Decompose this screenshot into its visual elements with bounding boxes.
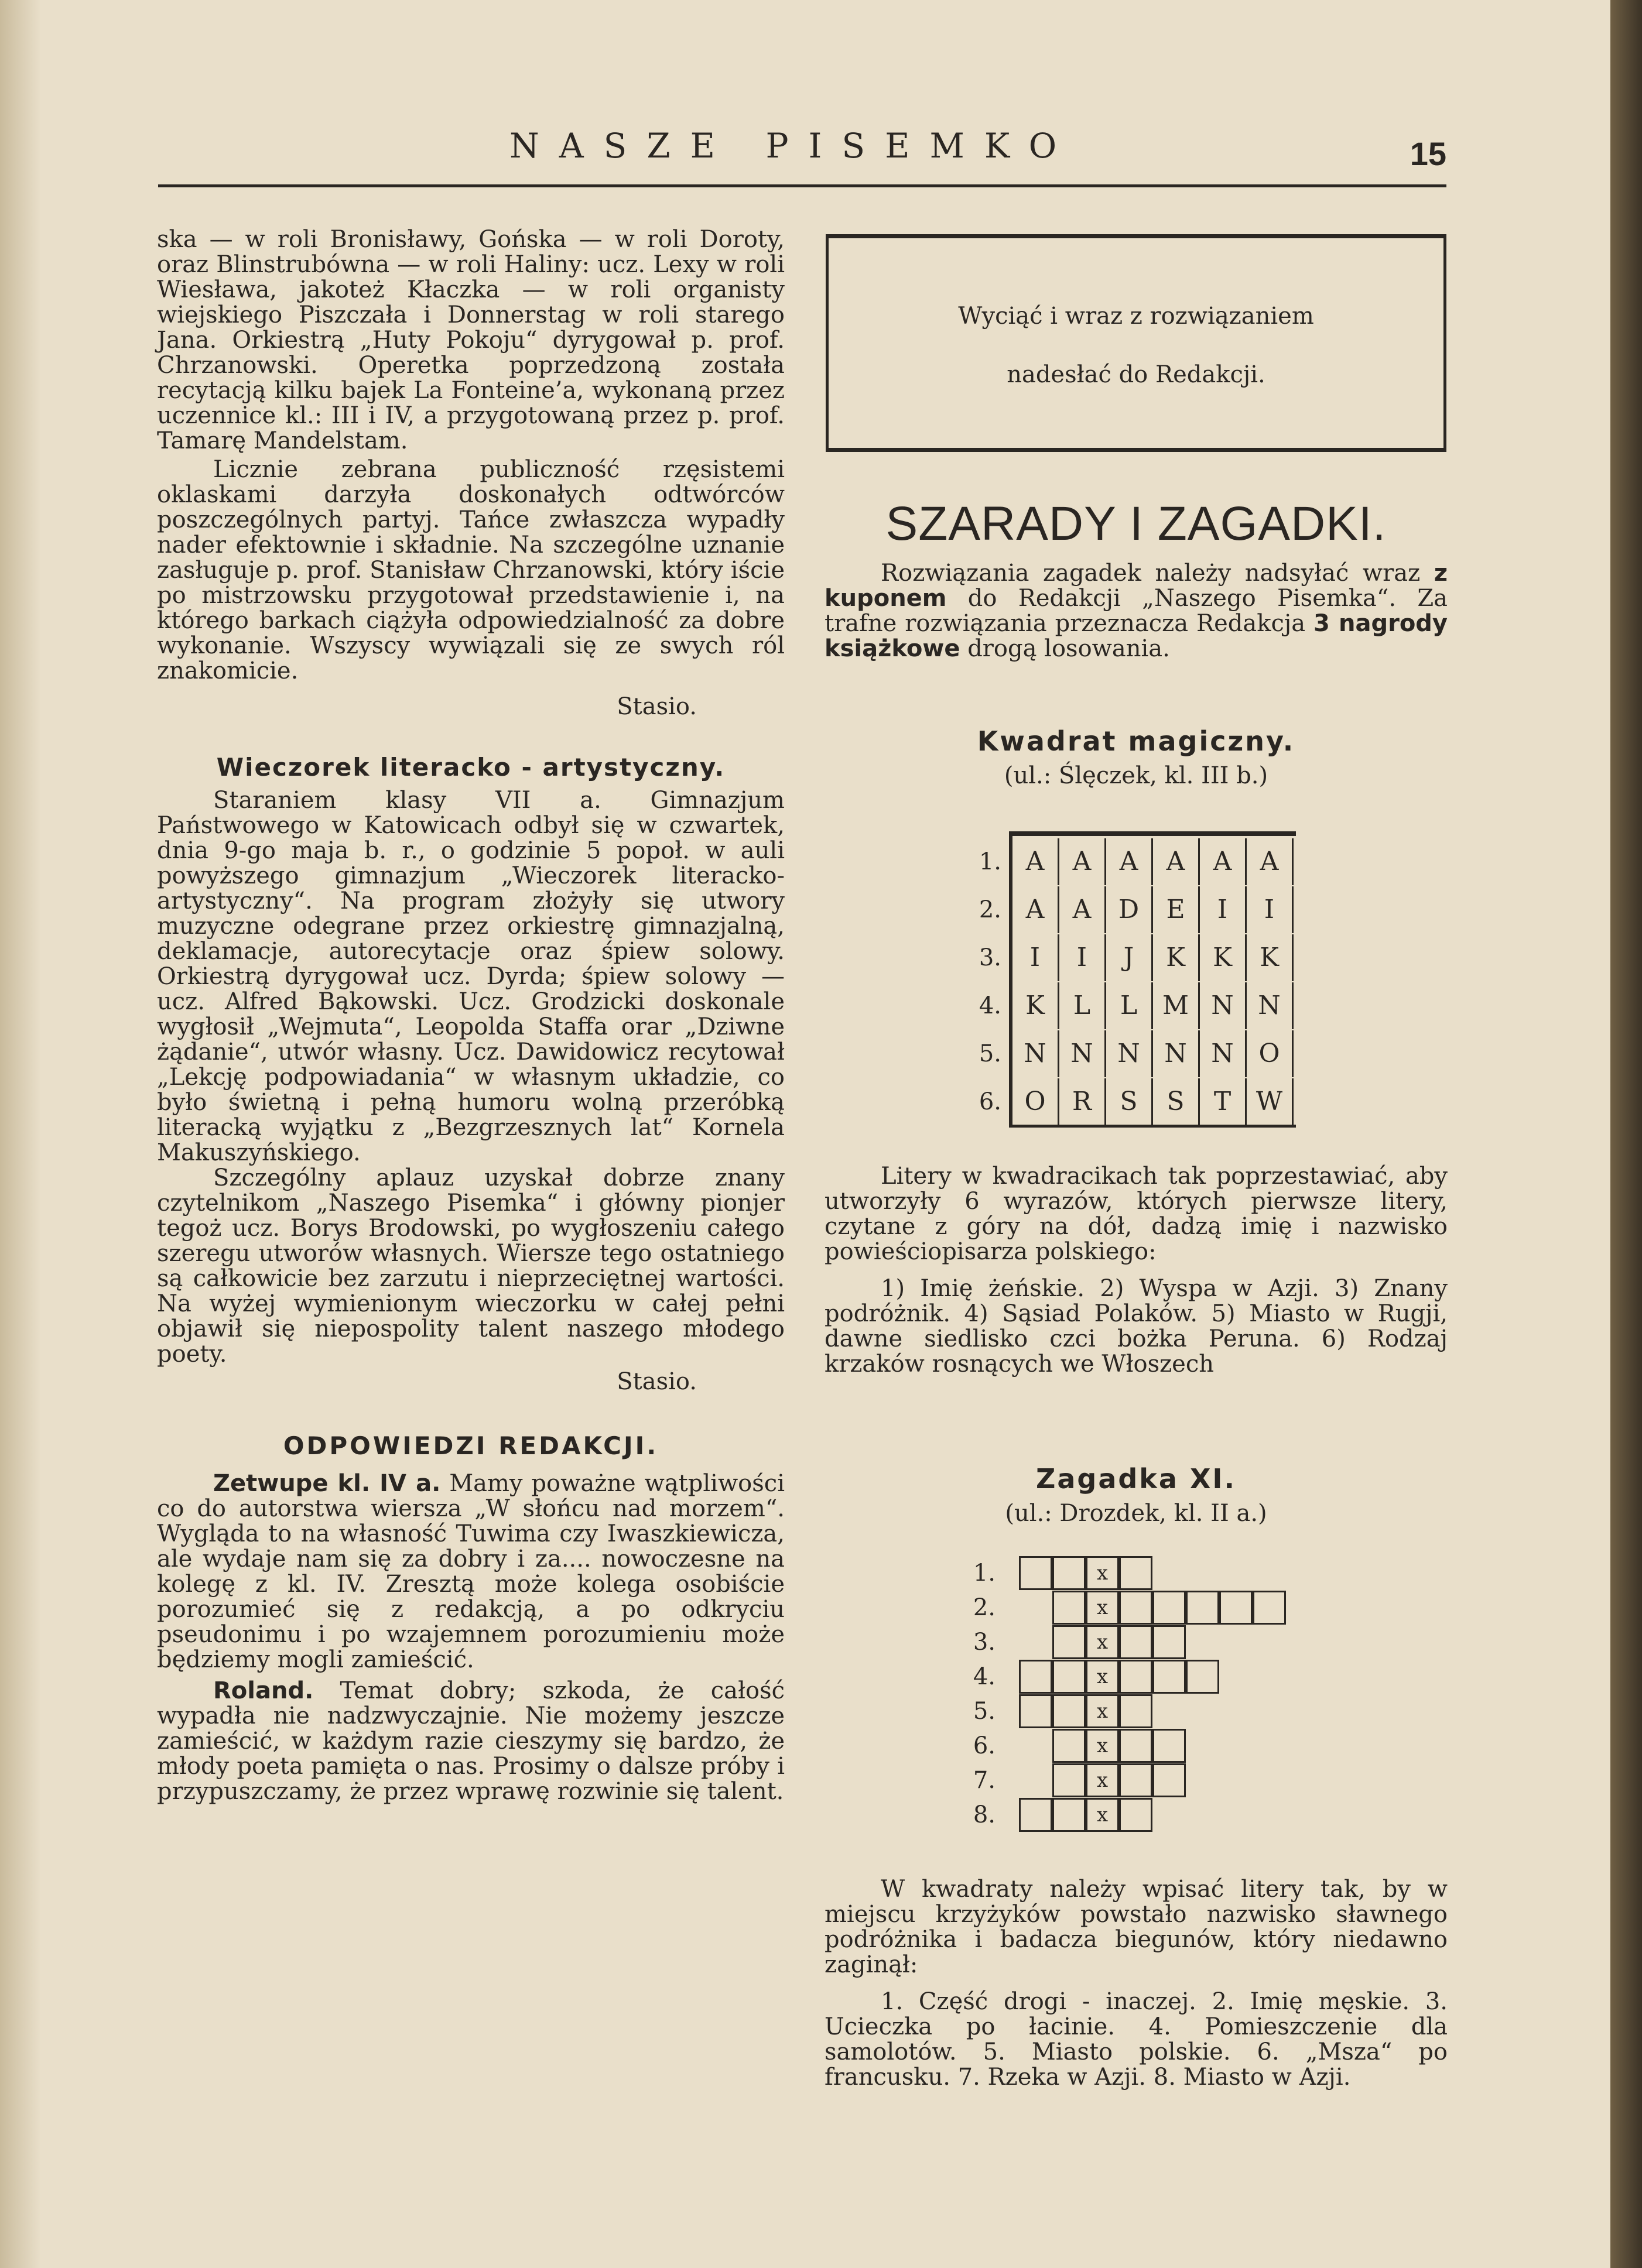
crossword-square (1052, 1556, 1086, 1590)
crossword-square (1152, 1763, 1186, 1797)
row-number: 4. (979, 992, 1001, 1019)
letter-cell: A (1106, 838, 1153, 885)
letter-cell: S (1106, 1078, 1153, 1125)
coupon-box (826, 234, 1446, 452)
reply-text: Temat dobry; szkoda, że całość wypadła nie nadzwyczajnie. Nie możemy jeszcze zamieścić, w każdym razie cieszymy się bardzo, że młody poeta pamięta o nas. Prosimy o dalsze próby i przypuszczamy, że przez wprawę rozwinie się talent. (157, 1677, 785, 1805)
section-heading: Wieczorek literacko - artystyczny. (216, 753, 726, 782)
crossword-square: x (1086, 1660, 1119, 1694)
letter-cell: J (1106, 934, 1153, 981)
crossword-square (1119, 1694, 1152, 1728)
magic-square (960, 831, 1312, 1136)
crossword-square (1152, 1591, 1186, 1625)
letter-cell: A (1200, 838, 1247, 885)
signature: Stasio. (617, 1368, 697, 1395)
letter-cell: N (1247, 982, 1294, 1029)
paragraph (157, 1471, 785, 1673)
crossword-square (1019, 1556, 1052, 1590)
row-number: 1. (979, 848, 1001, 875)
emphasis: z kuponem (825, 560, 1448, 612)
paragraph: Staraniem klasy VII a. Gimnazjum Państwowego w Katowicach odbył się w czwartek, dnia 9-go maja b. r., o godzinie 5 popoł. w auli powyższego gimnazjum „Wieczorek literacko-artystyczny“. Na program złożyły się utwory muzyczne odegrane przez orkiestrę gimnazjalną, deklamacje, autorecytacje oraz śpiew solowy. Orkiestrą dyrygował ucz. Dyrda; śpiew solowy — ucz. Alfred Bąkowski. Ucz. Grodzicki doskonale wygłosił „Wejmuta“, Leopolda Staffa orar „Dziwne żądanie“, utwór własny. Ucz. Dawidowicz recytował „Lekcję podpowiadania“ w własnym układzie, co było świetną i pełną humoru wolną przeróbką literacką wyjątku z „Bezgrzesznych lat“ Kornela Makuszyńskiego. (157, 787, 785, 1166)
crossword-square (1219, 1591, 1253, 1625)
letter-cell: A (1153, 838, 1200, 885)
left-column (157, 227, 785, 1804)
crossword-square (1119, 1763, 1152, 1797)
row-number: 8. (973, 1801, 996, 1828)
letter-cell: S (1153, 1078, 1200, 1125)
pseudonym: Zetwupe kl. IV a. (213, 1470, 441, 1497)
letter-cell: M (1153, 982, 1200, 1029)
crossword-square: x (1086, 1591, 1119, 1625)
letter-cell: R (1059, 1078, 1106, 1125)
row-number: 7. (973, 1767, 996, 1794)
crossword-square (1152, 1660, 1186, 1694)
row-number: 2. (979, 896, 1001, 923)
paragraph: W kwadraty należy wpisać litery tak, by w miejscu krzyżyków powstało nazwisko sławnego podróżnika i badacza biegunów, który niedawno zaginął: (825, 1876, 1448, 1978)
puzzle-author: (ul.: Ślęczek, kl. III b.) (1004, 762, 1268, 789)
letter-cell: N (1200, 1030, 1247, 1077)
letter-cell: D (1106, 886, 1153, 933)
letter-cell: K (1200, 934, 1247, 981)
coupon-line: Wyciąć i wraz z rozwiązaniem (958, 303, 1314, 330)
letter-cell: W (1247, 1078, 1294, 1125)
crossword-square (1052, 1591, 1086, 1625)
crossword-square (1019, 1694, 1052, 1728)
letter-cell: I (1059, 934, 1106, 981)
crossword-square (1119, 1729, 1152, 1763)
crossword-square (1052, 1625, 1086, 1659)
paragraph: ska — w roli Bronisławy, Gońska — w roli Doroty, oraz Blinstrubówna — w roli Haliny: ucz. Lexy w roli Wiesława, jakoteż Kłaczka — w roli organisty wiejskiego Piszczała i Donnerstag w roli starego Jana. Orkiestrą „Huty Pokoju“ dyrygował p. prof. Chrzanowski. Operetka poprzedzoną została recytacją kilku bajek La Fonteine’a, wykonaną przez uczennice kl.: III i IV, a przygotowaną przez p. prof. Tamarę Mandelstam. (157, 226, 785, 454)
crossword-square (1019, 1798, 1052, 1832)
crossword-grid (960, 1556, 1312, 1861)
crossword-square: x (1086, 1625, 1119, 1659)
letter-cell: N (1200, 982, 1247, 1029)
puzzle-author: (ul.: Drozdek, kl. II a.) (1005, 1500, 1267, 1527)
section-title: SZARADY I ZAGADKI. (885, 497, 1387, 550)
coupon-line: nadesłać do Redakcji. (1007, 361, 1265, 388)
row-number: 1. (973, 1560, 996, 1587)
signature: Stasio. (617, 693, 697, 720)
crossword-square (1019, 1660, 1052, 1694)
reply-text: Mamy poważne wątpliwości co do autorstwa wiersza „W słońcu nad morzem“. Wygląda to na własność Tuwima czy Iwaszkiewicza, ale wydaje nam się za dobry i za.... nowoczesne na kolegę z kl. IV. Zresztą może kolega osobiście porozumieć się z redakcją, a po odkryciu pseudonimu i po wzajemnem porozumieniu może będziemy mogli zamieścić. (157, 1470, 785, 1673)
crossword-square (1052, 1729, 1086, 1763)
letter-cell: A (1247, 838, 1294, 885)
crossword-square (1052, 1660, 1086, 1694)
letter-cell: I (1247, 886, 1294, 933)
row-number: 6. (973, 1732, 996, 1759)
crossword-square (1186, 1591, 1219, 1625)
crossword-square (1119, 1625, 1152, 1659)
letter-cell: O (1247, 1030, 1294, 1077)
crossword-square (1052, 1798, 1086, 1832)
paragraph: Litery w kwadracikach tak poprzestawiać, aby utworzyły 6 wyrazów, których pierwsze litery, czytane z góry na dół, dadzą imię i nazwisko powieściopisarza polskiego: (825, 1163, 1448, 1265)
crossword-square (1253, 1591, 1286, 1625)
pseudonym: Roland. (213, 1677, 314, 1704)
row-number: 2. (973, 1594, 996, 1621)
running-header (158, 126, 1446, 179)
page-edge (1610, 0, 1642, 2268)
row-number: 5. (979, 1040, 1001, 1067)
letter-cell: L (1059, 982, 1106, 1029)
page-number: 15 (1410, 135, 1446, 172)
letter-cell: K (1153, 934, 1200, 981)
puzzle-title: Kwadrat magiczny. (977, 725, 1295, 757)
crossword-square (1119, 1798, 1152, 1832)
crossword-square (1119, 1556, 1152, 1590)
letter-cell: N (1012, 1030, 1059, 1077)
row-number: 3. (973, 1629, 996, 1656)
crossword-square: x (1086, 1556, 1119, 1590)
letter-cell: K (1012, 982, 1059, 1029)
emphasis: 3 nagrody książkowe (825, 610, 1448, 662)
letter-cell: I (1012, 934, 1059, 981)
row-number: 5. (973, 1698, 996, 1725)
paragraph: 1) Imię żeńskie. 2) Wyspa w Azji. 3) Znany podróżnik. 4) Sąsiad Polaków. 5) Miasto w Rugji, dawne siedlisko czci bożka Peruna. 6) Rodzaj krzaków rosnących we Włoszech (825, 1275, 1448, 1378)
crossword-square: x (1086, 1798, 1119, 1832)
puzzle-heading (825, 1463, 1448, 1527)
row-number: 4. (973, 1663, 996, 1690)
page-spine (0, 0, 41, 2268)
crossword-square (1152, 1729, 1186, 1763)
crossword-square (1052, 1763, 1086, 1797)
puzzle-title: Zagadka XI. (1036, 1463, 1236, 1495)
letter-cell: N (1153, 1030, 1200, 1077)
crossword-square (1119, 1591, 1152, 1625)
crossword-square (1119, 1660, 1152, 1694)
magazine-title: NASZE PISEMKO (509, 126, 1077, 166)
letter-cell: E (1153, 886, 1200, 933)
puzzle-description (825, 1877, 1448, 2090)
crossword-square (1052, 1694, 1086, 1728)
letter-cell: O (1012, 1078, 1059, 1125)
paragraph (157, 1678, 785, 1804)
letter-cell: A (1059, 838, 1106, 885)
crossword-square: x (1086, 1763, 1119, 1797)
paragraph: 1. Część drogi - inaczej. 2. Imię męskie. 3. Ucieczka po łacinie. 4. Pomieszczenie dla samolotów. 5. Miasto polskie. 6. „Msza“ po francusku. 7. Rzeka w Azji. 8. Miasto w Azji. (825, 1988, 1448, 2091)
letter-cell: N (1106, 1030, 1153, 1077)
paragraph: Licznie zebrana publiczność rzęsistemi oklaskami darzyła doskonałych odtwórców poszczególnych partyj. Tańce zwłaszcza wypadły nader efektownie i składnie. Na szczególne uznanie zasługuje p. prof. Stanisław Chrzanowski, który iście po mistrzowsku przygotował przedstawienie i, na którego barkach ciążyła odpowiedzialność za dobre wykonanie. Wszyscy wywiązali się ze swych ról znakomicie. (157, 456, 785, 684)
letter-cell: A (1012, 838, 1059, 885)
letter-cell: K (1247, 934, 1294, 981)
letter-cell: A (1012, 886, 1059, 933)
crossword-square: x (1086, 1694, 1119, 1728)
letter-cell: L (1106, 982, 1153, 1029)
crossword-square (1186, 1660, 1219, 1694)
puzzle-heading (825, 725, 1448, 789)
letter-cell: A (1059, 886, 1106, 933)
header-rule (158, 184, 1446, 187)
letter-cell: N (1059, 1030, 1106, 1077)
letter-cell: I (1200, 886, 1247, 933)
intro-paragraph: Rozwiązania zagadek należy nadsyłać wraz z kuponem do Redakcji „Naszego Pisemka“. Za trafne rozwiązania przeznacza Redakcja 3 nagrody książkowe drogą losowania. (825, 560, 1448, 662)
crossword-square: x (1086, 1729, 1119, 1763)
puzzle-description (825, 1164, 1448, 1377)
letter-cell: T (1200, 1078, 1247, 1125)
row-number: 6. (979, 1088, 1001, 1115)
paragraph: Szczególny aplauz uzyskał dobrze znany czytelnikom „Naszego Pisemka“ i główny pionjer tegoż ucz. Borys Brodowski, po wygłoszeniu całego szeregu utworów własnych. Wiersze tego ostatniego są całkowicie bez zarzutu i nieprzeciętnej wartości. Na wyżej wymienionym wieczorku w całej pełni objawił się niepospolity talent naszego młodego poety. (157, 1164, 785, 1368)
row-number: 3. (979, 944, 1001, 971)
section-heading: ODPOWIEDZI REDAKCJI. (283, 1431, 659, 1460)
crossword-square (1152, 1625, 1186, 1659)
